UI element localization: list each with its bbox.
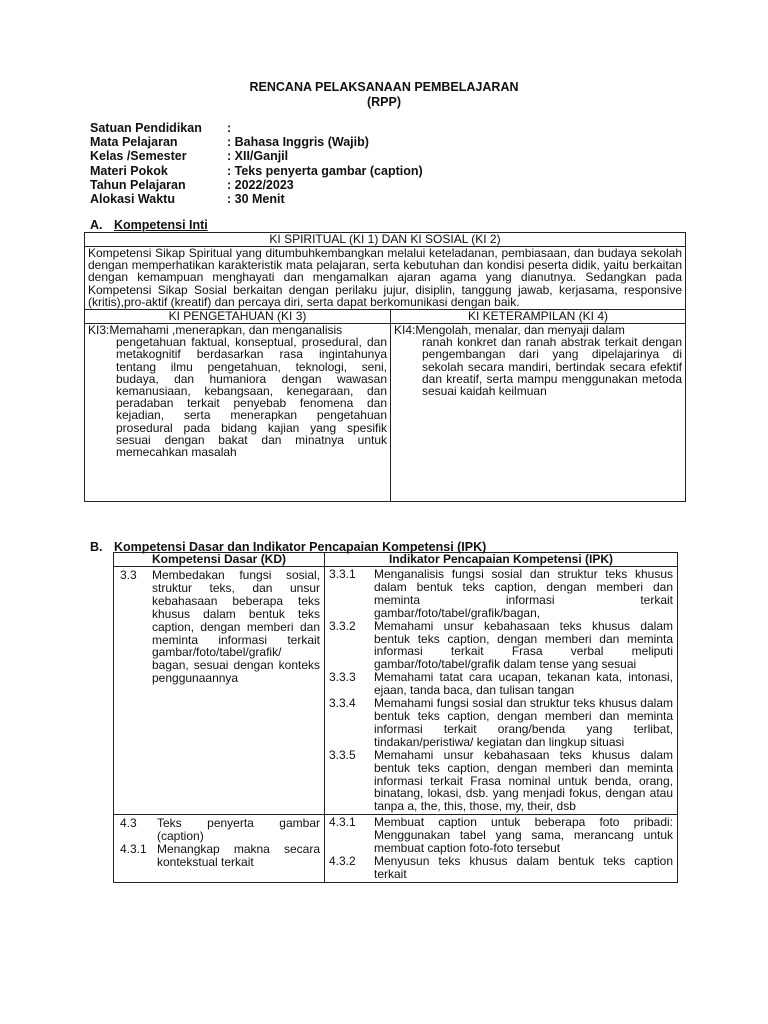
ipk-code: 4.3.2 <box>329 853 356 868</box>
ki4-first: Mengolah, menalar, dan menyaji dalam <box>415 323 625 338</box>
kd-ipk-table <box>113 552 678 883</box>
meta-value: : 30 Menit <box>227 192 285 207</box>
section-title: Kompetensi Dasar dan Indikator Pencapaian Kompetensi (IPK) <box>114 540 487 554</box>
ipk-text: Menganalisis fungsi sosial dan struktur teks khusus dalam bentuk teks caption, dengan memberi dan meminta informasi terkait gambar/foto/tabel/grafik/bagan, <box>374 567 673 620</box>
meta-row-alokasi-waktu <box>90 192 423 206</box>
kd-code: 4.3.1 <box>120 842 147 857</box>
kd-header: Kompetensi Dasar (KD) <box>114 553 325 567</box>
ipk-item <box>329 671 673 697</box>
meta-row-mata-pelajaran <box>90 135 423 149</box>
section-title: Kompetensi Inti <box>114 218 208 232</box>
meta-value: : Bahasa Inggris (Wajib) <box>227 135 369 150</box>
ipk-item <box>329 697 673 749</box>
meta-row-materi-pokok <box>90 164 423 178</box>
section-a-heading <box>90 218 208 232</box>
ipk-text: Memahami unsur kebahasaan teks khusus dalam bentuk teks caption, dengan memberi dan meminta informasi terkait Frasa nominal untuk benda, orang, binatang, lokasi, dsb. yang menjadi fokus, dengan atau tanpa a, the, this, those, my, their, dsb <box>374 747 673 814</box>
ki-spiritual-header: KI SPIRITUAL (KI 1) DAN KI SOSIAL (KI 2) <box>85 233 686 247</box>
kd-text: Teks penyerta gambar (caption) <box>157 816 320 844</box>
ipk-item <box>329 816 673 855</box>
ipk-text: Memahami unsur kebahasaan teks khusus dalam bentuk teks caption, dengan memberi dan meminta informasi terkait Frasa verbal meliputi gambar/foto/tabel/grafik dalam tense yang sesuai <box>374 618 673 672</box>
meta-label: Mata Pelajaran <box>90 135 178 150</box>
kd-item <box>120 817 320 843</box>
ipk-code: 3.3.4 <box>329 696 356 711</box>
meta-label: Kelas /Semester <box>90 149 187 164</box>
ki3-first: Memahami ,menerapkan, dan menganalisis <box>109 323 343 338</box>
meta-label: Satuan Pendidikan <box>90 121 202 135</box>
ipk-text: Membuat caption untuk beberapa foto pribadi: Menggunakan tabel yang sama, merancang untuk membuat caption foto-foto tersebut <box>374 815 673 856</box>
ipk-header: Indikator Pencapaian Kompetensi (IPK) <box>325 553 678 567</box>
meta-label: Alokasi Waktu <box>90 192 175 207</box>
ipk-cell-3-3 <box>325 567 678 815</box>
ipk-code: 3.3.1 <box>329 567 356 581</box>
meta-value: : XII/Ganjil <box>227 149 289 164</box>
ipk-item <box>329 568 673 620</box>
ki4-text: ranah konkret dan ranah abstrak terkait dengan pengembangan dari yang dipelajarinya di sekolah secara mandiri, bertindak secara efektif dan kreatif, serta mampu menggunakan metoda sesuai kaidah keilmuan <box>422 335 683 399</box>
ipk-code: 4.3.1 <box>329 815 356 830</box>
meta-label: Materi Pokok <box>90 163 168 178</box>
kd-text: Membedakan fungsi sosial, struktur teks, dan unsur kebahasaan beberapa teks khusus dalam bentuk teks caption, dengan memberi dan meminta informasi terkait gambar/foto/tabel/grafik/ bagan, sesuai dengan konteks penggunaannya <box>152 568 320 686</box>
ipk-cell-4-3 <box>325 815 678 883</box>
ki-spiritual-text: Kompetensi Sikap Spiritual yang ditumbuhkembangkan melalui keteladanan, pembiasaan, dan budaya sekolah dengan memperhatikan karakteristik mata pelajaran, serta kebutuhan dan kondisi peserta didik, yaitu berkaitan dengan kemampuan menghayati dan mengamalkan ajaran agama yang dianutnya. Sedangkan pada Kompetensi Sikap Sosial berkaitan dengan perilaku jujur, disiplin, tanggung jawab, kerjasama, responsive (kritis),pro-aktif (kreatif) dan percaya diri, serta dapat berkomunikasi dengan baik. <box>85 247 686 310</box>
ipk-item <box>329 855 673 881</box>
kd-cell-4-3 <box>114 815 325 883</box>
ipk-text: Memahami tatat cara ucapan, tekanan kata, intonasi, ejaan, tanda baca, dan tulisan tangan <box>374 670 673 698</box>
meta-value: : <box>227 121 232 135</box>
kd-code: 4.3 <box>120 816 137 831</box>
document-subtitle: (RPP) <box>366 95 402 109</box>
document-title: RENCANA PELAKSANAAN PEMBELAJARAN <box>249 80 519 94</box>
ipk-text: Memahami fungsi sosial dan struktur teks khusus dalam bentuk teks caption, dengan memberi dan meminta informasi terkait orang/benda yang terlibat, tindakan/peristiwa/ kegiatan dan lingkup situasi <box>374 696 673 749</box>
meta-label: Tahun Pelajaran <box>90 177 186 192</box>
ipk-text: Menyusun teks khusus dalam bentuk teks caption terkait <box>374 853 673 881</box>
ki4-header: KI KETERAMPILAN (KI 4) <box>391 310 686 324</box>
ki4-code: KI4: <box>394 323 416 338</box>
section-number: B. <box>90 540 103 554</box>
meta-value: : 2022/2023 <box>227 177 294 192</box>
kd-text: Menangkap makna secara kontekstual terkait <box>157 842 320 869</box>
meta-row-tahun-pelajaran <box>90 178 423 192</box>
ipk-item <box>329 620 673 672</box>
ipk-code: 3.3.5 <box>329 747 356 762</box>
ki3-cell <box>85 324 391 502</box>
identity-block <box>90 121 423 206</box>
kd-cell-3-3 <box>114 567 325 815</box>
kd-code: 3.3 <box>120 568 137 582</box>
ki4-cell <box>391 324 686 502</box>
ipk-code: 3.3.2 <box>329 618 356 633</box>
ki3-code: KI3: <box>88 323 110 338</box>
meta-value: : Teks penyerta gambar (caption) <box>227 163 423 178</box>
kd-item <box>120 569 320 685</box>
meta-row-kelas-semester <box>90 149 423 163</box>
ipk-code: 3.3.3 <box>329 670 356 685</box>
ipk-item <box>329 749 673 814</box>
section-number: A. <box>90 218 103 232</box>
kd-item <box>120 843 320 869</box>
ki3-text: pengetahuan faktual, konseptual, prosedural, dan metakognitif berdasarkan rasa ingintahunya tentang ilmu pengetahuan, teknologi, seni, budaya, dan humaniora dengan wawasan kemanusiaan, kebangsaan, kenegaraan, dan peradaban terkait penyebab fenomena dan kejadian, serta menerapkan pengetahuan prosedural pada bidang kajian yang spesifik sesuai dengan bakat dan minatnya untuk memecahkan masalah <box>116 335 387 460</box>
meta-row-satuan-pendidikan <box>90 121 423 135</box>
ki3-header: KI PENGETAHUAN (KI 3) <box>85 310 391 324</box>
kompetensi-inti-table <box>84 232 686 502</box>
